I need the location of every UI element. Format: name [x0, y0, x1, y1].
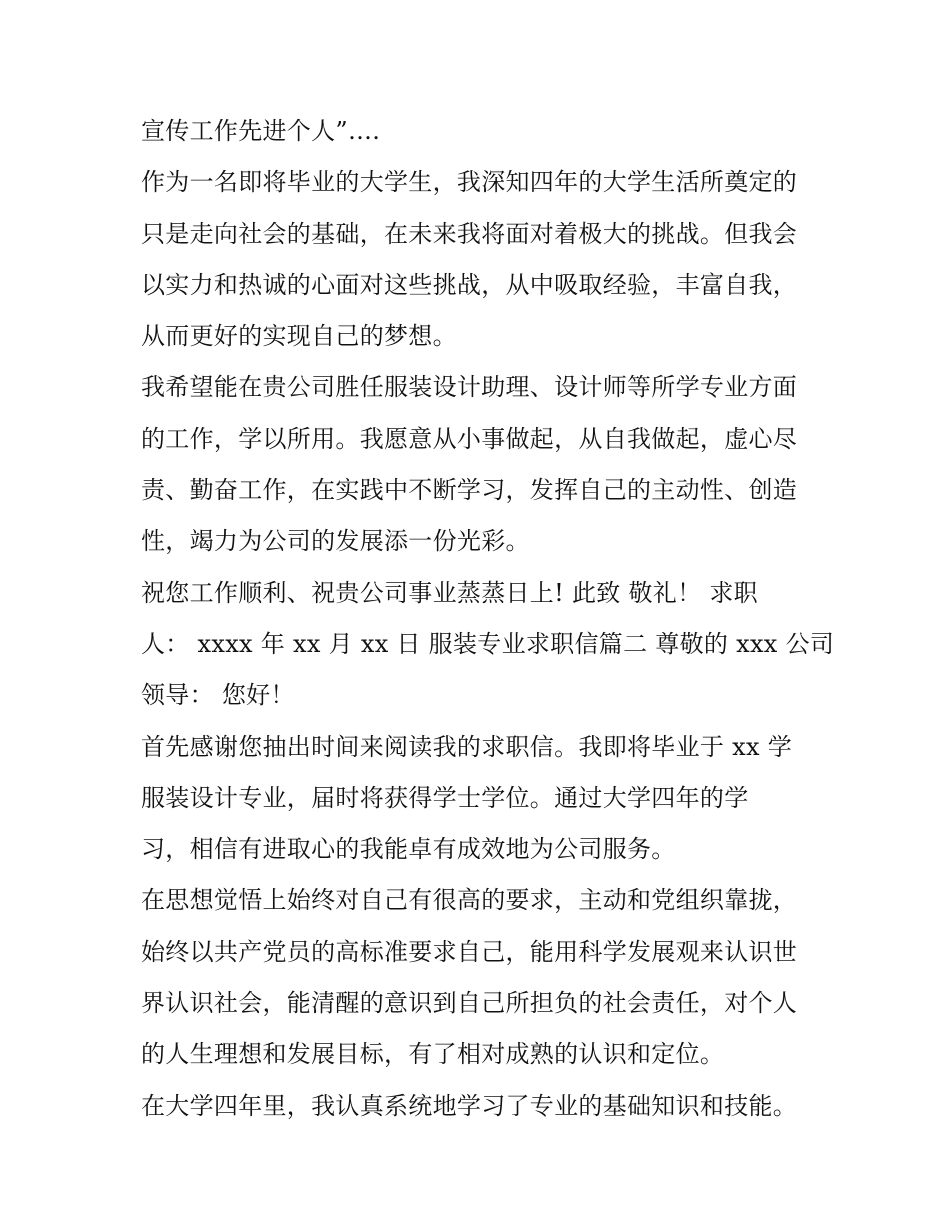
- text-line: 始终以共产党员的高标准要求自己，能用科学发展观来认识世: [141, 937, 798, 966]
- text-line: 责、勤奋工作，在实践中不断学习，发挥自己的主动性、创造: [141, 476, 798, 505]
- text-line: 作为一名即将毕业的大学生，我深知四年的大学生活所奠定的: [141, 168, 798, 197]
- text-line: 性，竭力为公司的发展添一份光彩。: [141, 527, 530, 556]
- text-line: 首先感谢您抽出时间来阅读我的求职信。我即将毕业于 xx 学: [141, 732, 793, 761]
- text-line: 习，相信有进取心的我能卓有成效地为公司服务。: [141, 835, 676, 864]
- text-line: 在思想觉悟上始终对自己有很高的要求，主动和党组织靠拢，: [141, 886, 798, 915]
- text-line: 人： xxxx 年 xx 月 xx 日 服装专业求职信篇二 尊敬的 xxx 公司: [141, 629, 835, 658]
- text-line: 在大学四年里，我认真系统地学习了专业的基础知识和技能。: [141, 1091, 798, 1120]
- text-line: 领导： 您好！: [141, 681, 295, 710]
- text-line: 以实力和热诚的心面对这些挑战，从中吸取经验，丰富自我，: [141, 270, 798, 299]
- document-body: [141, 106, 835, 1132]
- text-line: 宣传工作先进个人”….: [141, 117, 381, 145]
- text-line: 的人生理想和发展目标，有了相对成熟的认识和定位。: [141, 1040, 725, 1069]
- text-line: 的工作，学以所用。我愿意从小事做起，从自我做起，虚心尽: [141, 424, 798, 453]
- text-line: 界认识社会，能清醒的意识到自己所担负的社会责任，对个人: [141, 989, 798, 1018]
- text-line: 服装设计专业，届时将获得学士学位。通过大学四年的学: [141, 783, 749, 812]
- text-line: 我希望能在贵公司胜任服装设计助理、设计师等所学专业方面: [141, 373, 798, 402]
- text-line: 祝您工作顺利、祝贵公司事业蒸蒸日上! 此致 敬礼！ 求职: [141, 578, 758, 607]
- text-line: 只是走向社会的基础，在未来我将面对着极大的挑战。但我会: [141, 219, 798, 248]
- text-line: 从而更好的实现自己的梦想。: [141, 322, 457, 351]
